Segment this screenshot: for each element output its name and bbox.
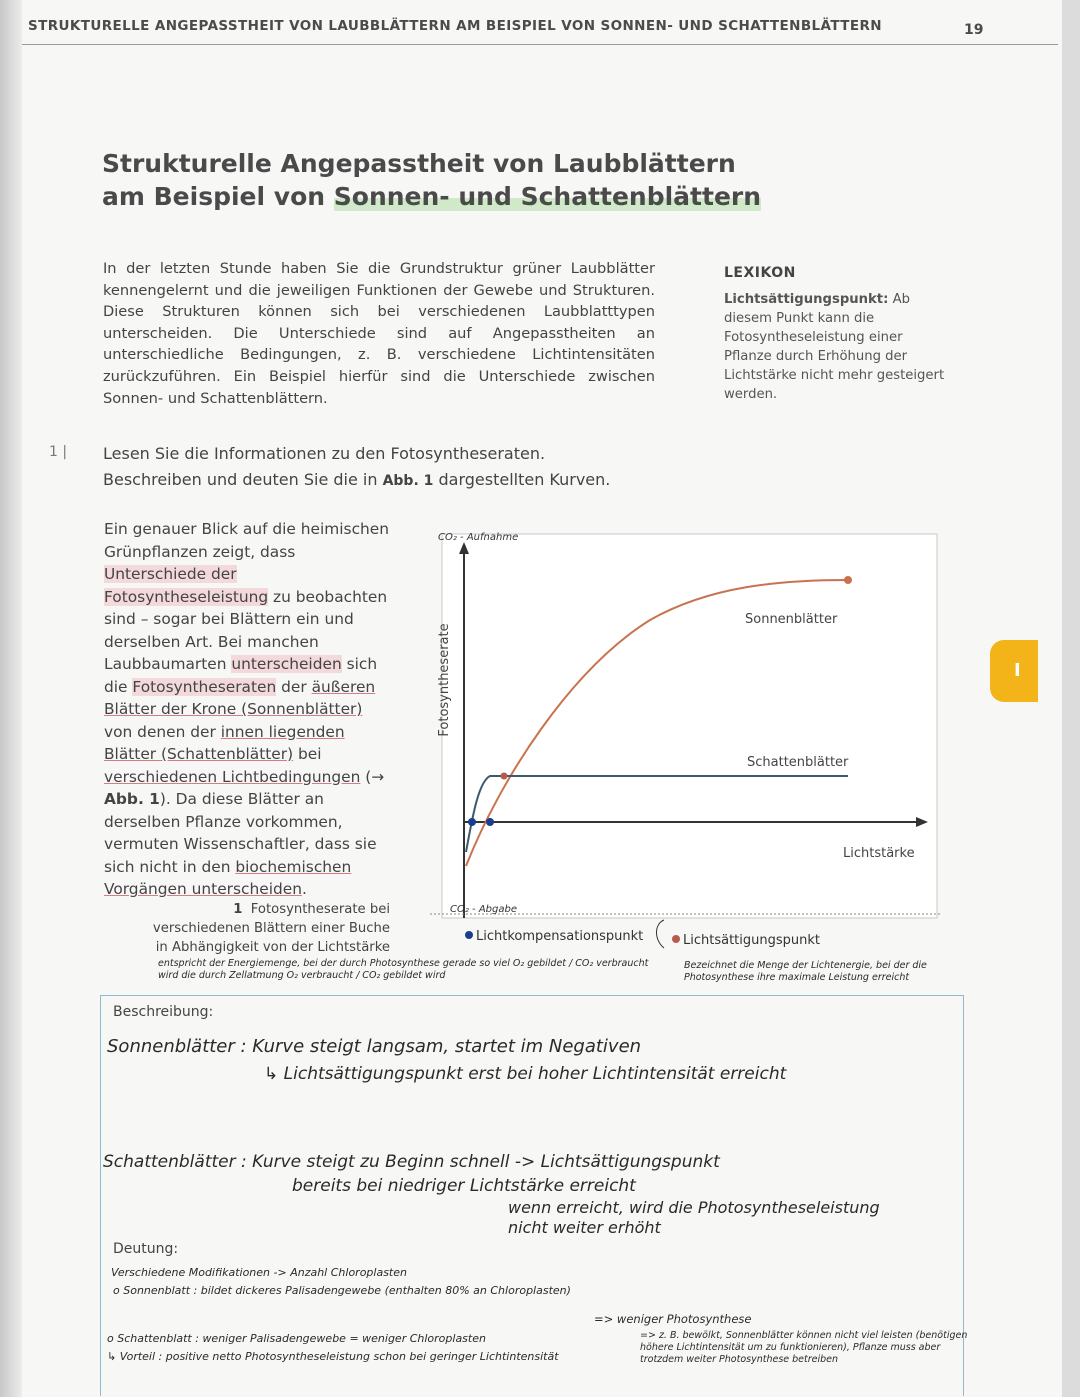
annotation-co2-abgabe: CO₂ - Abgabe [450, 904, 517, 915]
handwriting-deutung-4: o Schattenblatt : weniger Palisadengewebe = weniger Chloroplasten [107, 1332, 486, 1345]
body-text: . [301, 880, 307, 898]
schatten-kompensation-point [468, 818, 476, 826]
handwriting-sonne-1: Sonnenblätter : Kurve steigt langsam, startet im Negativen [107, 1036, 642, 1057]
label-sonnenblaetter: Sonnenblätter [745, 612, 838, 627]
body-text: der [276, 677, 312, 696]
header-rule [22, 44, 1058, 45]
handwriting-deutung-2: o Sonnenblatt : bildet dickeres Palisadengewebe (enthalten 80% an Chloroplasten) [113, 1284, 571, 1297]
annotation-co2-aufnahme: CO₂ - Aufnahme [438, 532, 519, 543]
task-line-2a: Beschreiben und deuten Sie die in [103, 470, 383, 489]
handwriting-schatten-4: nicht weiter erhöht [508, 1218, 661, 1237]
figure-caption [140, 900, 390, 957]
highlight-text: Fotosyntheseraten [132, 677, 277, 696]
title-highlight: Sonnen- und Schattenblättern [333, 182, 762, 211]
handwriting-schatten-3: wenn erreicht, wird die Photosyntheseleistung [508, 1198, 880, 1217]
title-line-2-text: am Beispiel von [102, 182, 334, 211]
body-paragraph [104, 518, 390, 901]
label-schattenblaetter: Schattenblätter [747, 755, 849, 770]
figure-1-chart [420, 520, 960, 960]
chapter-tab-label: I [1014, 660, 1021, 681]
chart-svg [420, 520, 960, 960]
lexikon-heading: LEXIKON [724, 265, 796, 281]
task-text [103, 441, 663, 494]
body-text: zu beobachten sind – sogar bei Blättern ein und derselben Art. Bei manchen Laubbaumarten [104, 587, 388, 673]
title-line-2 [102, 180, 761, 213]
deutung-label: Deutung: [113, 1241, 179, 1257]
lexikon-definition: Ab diesem Punkt kann die Fotosyntheseleistung einer Pflanze durch Erhöhung der Lichtstärke nicht mehr gesteigert werden. [724, 292, 945, 402]
legend-kompensation: Lichtkompensationspunkt [476, 929, 644, 944]
title-line-1: Strukturelle Angepasstheit von Laubblättern [102, 149, 736, 178]
underlined-text: äußeren Blätter der Krone (Sonnenblätter) [104, 677, 376, 718]
task-number: 1 | [49, 444, 68, 460]
chapter-tab [990, 640, 1038, 702]
body-text: (→ [360, 767, 385, 786]
handwritten-note-kompensation: entspricht der Energiemenge, bei der durch Photosynthese gerade so viel O₂ gebildet / CO₂ verbraucht wird die durch Zellatmung O₂ verbraucht / CO₂ gebildet wird [158, 958, 649, 981]
intro-paragraph: In der letzten Stunde haben Sie die Grundstruktur grüner Laubblätter kennengelernt und die jeweiligen Funktionen der Gewebe und Strukturen. Diese Strukturen können sich bei verschiedenen Laubblatttypen unterscheiden. Die Unterschiede sind auf Angepasstheiten an unterschiedliche Bedingungen, z. B. verschiedene Lichtintensitäten zurückzuführen. Ein Beispiel hierfür sind die Unterschiede zwischen Sonnen- und Schattenblättern. [103, 260, 655, 407]
body-text: Ein genauer Blick auf die heimischen Grünpflanzen zeigt, dass [104, 520, 390, 561]
handwriting-schatten-1: Schattenblätter : Kurve steigt zu Beginn schnell -> Lichtsättigungspunkt [103, 1152, 720, 1172]
figure-ref: Abb. 1 [104, 790, 160, 808]
handwriting-deutung-6: => z. B. bewölkt, Sonnenblätter können nicht viel leisten (benötigen höhere Lichtintensität um zu funktionieren), Pflanze muss aber trotzdem weiter Photosynthese betreiben [640, 1330, 968, 1365]
handwriting-schatten-2: bereits bei niedriger Lichtstärke erreicht [292, 1176, 636, 1196]
task-line-2 [103, 467, 663, 494]
lexikon-term: Lichtsättigungspunkt: [724, 292, 889, 307]
legend-saettigung-dot [672, 935, 680, 943]
book-gutter [0, 0, 22, 1397]
highlight-text: unterscheiden [231, 655, 342, 673]
underlined-text: innen liegenden Blätter (Schattenblätter) [104, 722, 345, 763]
handwritten-note-saettigung: Bezeichnet die Menge der Lichtenergie, bei der die Photosynthese ihre maximale Leistung erreicht [684, 960, 927, 983]
body-text: sich die [104, 655, 378, 696]
handwriting-deutung-5: ↳ Vorteil : positive netto Photosyntheseleistung schon bei geringer Lichtintensität [107, 1350, 559, 1363]
x-axis-label: Lichtstärke [843, 846, 915, 861]
body-text: bei [293, 745, 322, 763]
handwriting-deutung-3: => weniger Photosynthese [594, 1312, 752, 1326]
task-line-1: Lesen Sie die Informationen zu den Fotosyntheseraten. [103, 444, 546, 463]
legend-bracket [657, 920, 665, 948]
lexikon-entry [724, 290, 954, 404]
figure-caption-text: Fotosyntheserate bei verschiedenen Blättern einer Buche in Abhängigkeit von der Lichtstärke [152, 902, 390, 955]
body-text: von denen der [104, 722, 221, 741]
underlined-text: verschiedenen Lichtbedingungen [104, 767, 361, 786]
y-axis-label: Fotosyntheserate [437, 623, 452, 737]
schatten-saettigung-point [501, 773, 508, 780]
beschreibung-label: Beschreibung: [113, 1004, 214, 1020]
highlight-text: Unterschiede der Fotosyntheseleistung [104, 565, 269, 606]
sonnen-saettigung-point [844, 576, 852, 584]
page-title [102, 147, 761, 213]
running-header: STRUKTURELLE ANGEPASSTHEIT VON LAUBBLÄTTERN AM BEISPIEL VON SONNEN- UND SCHATTENBLÄTTERN [28, 18, 882, 34]
legend-kompensation-dot [465, 931, 473, 939]
legend-saettigung: Lichtsättigungspunkt [683, 933, 820, 948]
sonnen-kompensation-point [486, 818, 494, 826]
handwriting-sonne-2: ↳ Lichtsättigungspunkt erst bei hoher Lichtintensität erreicht [264, 1064, 787, 1084]
task-figure-ref: Abb. 1 [382, 473, 434, 489]
figure-caption-number: 1 [233, 902, 243, 917]
task-line-2b: dargestellten Kurven. [433, 470, 611, 489]
body-text: ). Da diese Blätter an derselben Pflanze vorkommen, vermuten Wissenschaftler, dass sie sich nicht in den [104, 790, 377, 876]
underlined-text: biochemischen Vorgängen unterscheiden [104, 857, 352, 898]
page-number: 19 [964, 22, 984, 38]
handwriting-deutung-1: Verschiedene Modifikationen -> Anzahl Chloroplasten [111, 1266, 407, 1279]
